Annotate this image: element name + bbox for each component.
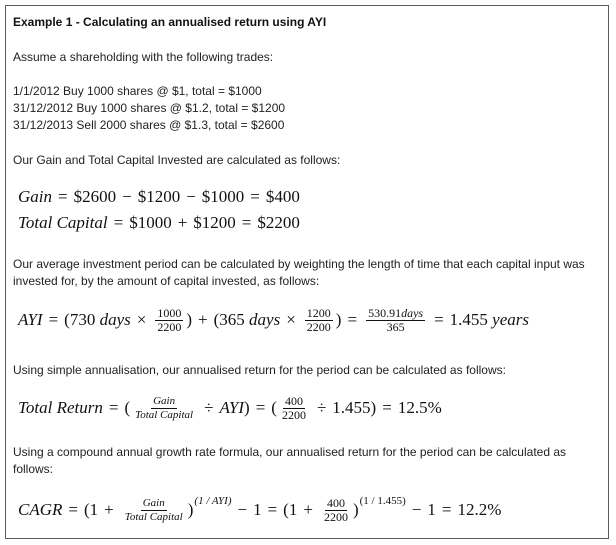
capital-lhs: Total Capital bbox=[18, 213, 108, 232]
ayi-fraction-3-den: 365 bbox=[386, 319, 405, 334]
ayi-equation: AYI = ( 730 days × $\frac{1000}{2200}$ ) + ( 365 days × $\frac{1200}{2200}$ ) = $\frac{\text{530.91days}}{365}$ = 1.455 years bbox=[18, 305, 529, 334]
cagr-fraction-gain: Gain bbox=[142, 496, 165, 509]
simple-return-equation: Total Return = ( $\frac{\text{Gain}}{\text{Total Capital}}$ ÷ AYI ) = ( $\frac{400}{2200}$ ÷ 1.455 ) = 12.5% bbox=[18, 393, 442, 422]
ayi-days-1: 730 bbox=[69, 310, 96, 329]
cagr-equation: CAGR = ( 1 + $\frac{\text{Gain}}{\text{Total Capital}}$ ) $^{(1 / AYI)}$ − 1 = ( 1 + $\frac{400}{2200}$ ) $^{(1 / 1.455)}$ − 1 = 12.2% bbox=[18, 495, 502, 524]
ayi-days-word-2: days bbox=[249, 310, 281, 329]
ayi-fraction-3-num: 530.91 bbox=[368, 305, 402, 320]
simple-ayi-value: 1.455 bbox=[332, 398, 371, 417]
simple-fraction-numeric bbox=[280, 395, 308, 422]
trade-line-1: 1/1/2012 Buy 1000 shares @ $1, total = $1000 bbox=[13, 84, 262, 98]
simple-ayi-symbol: AYI bbox=[219, 398, 245, 417]
cagr-fraction-capital: Total Capital bbox=[124, 510, 183, 523]
cagr-fraction-num: 400 bbox=[326, 495, 345, 510]
capital-term-b: $1200 bbox=[193, 213, 236, 232]
trade-line-3: 31/12/2013 Sell 2000 shares @ $1.3, total = $2600 bbox=[13, 118, 285, 132]
cagr-result: 12.2% bbox=[457, 500, 502, 519]
ayi-fraction-2-den: 2200 bbox=[306, 319, 331, 334]
cagr-fraction-numeric bbox=[322, 497, 350, 524]
ayi-fraction-3-days-word: days bbox=[401, 305, 424, 320]
capital-result: $2200 bbox=[257, 213, 300, 232]
ayi-days-word-1: days bbox=[99, 310, 131, 329]
ayi-fraction-1 bbox=[155, 307, 183, 334]
simple-fraction-capital: Total Capital bbox=[135, 408, 194, 421]
cagr-fraction-symbolic bbox=[123, 497, 185, 524]
gain-equation: Gain = $2600 − $1200 − $1000 = $400 bbox=[18, 187, 300, 206]
ayi-years-word: years bbox=[492, 310, 529, 329]
cagr-one-3: 1 bbox=[288, 500, 298, 519]
cagr-one-4: 1 bbox=[427, 500, 436, 519]
gain-term-b: $1200 bbox=[137, 187, 181, 206]
gain-result: $400 bbox=[265, 187, 300, 206]
simple-fraction-symbolic bbox=[133, 395, 195, 422]
capital-equation: Total Capital = $1000 + $1200 = $2200 bbox=[18, 213, 300, 232]
simple-fraction-gain: Gain bbox=[153, 394, 176, 407]
ayi-lhs: AYI bbox=[18, 310, 43, 329]
ayi-result: 1.455 bbox=[449, 310, 488, 329]
ayi-fraction-2 bbox=[305, 307, 333, 334]
cagr-exponent-symbolic: (1 / AYI) bbox=[194, 495, 232, 507]
ayi-fraction-1-num: 1000 bbox=[157, 305, 182, 320]
intro-text: Assume a shareholding with the following trades: bbox=[13, 50, 274, 64]
cagr-one-2: 1 bbox=[253, 500, 262, 519]
example-title: Example 1 - Calculating an annualised return using AYI bbox=[13, 15, 327, 29]
gain-lhs: Gain bbox=[18, 187, 52, 206]
simple-fraction-num: 400 bbox=[284, 393, 303, 408]
cagr-one-1: 1 bbox=[89, 500, 99, 519]
gain-term-c: $1000 bbox=[201, 187, 245, 206]
simple-fraction-den: 2200 bbox=[281, 407, 306, 422]
ayi-fraction-3 bbox=[366, 307, 425, 334]
trade-line-2: 31/12/2012 Buy 1000 shares @ $1.2, total = $1200 bbox=[13, 101, 286, 115]
simple-intro-text: Using simple annualisation, our annualised return for the period can be calculated as follows: bbox=[13, 363, 506, 377]
simple-lhs: Total Return bbox=[18, 398, 103, 417]
cagr-fraction-den: 2200 bbox=[323, 509, 348, 524]
simple-result: 12.5% bbox=[397, 398, 442, 417]
ayi-intro-text: Our average investment period can be calculated by weighting the length of time that each capital input was invested for, by the amount of capital invested, as follows: bbox=[13, 257, 585, 288]
cagr-intro-text: Using a compound annual growth rate formula, our annualised return for the period can be calculated as follows: bbox=[13, 445, 567, 476]
gain-term-a: $2600 bbox=[73, 187, 117, 206]
ayi-days-2: 365 bbox=[219, 310, 245, 329]
capital-term-a: $1000 bbox=[129, 213, 172, 232]
gain-intro-text: Our Gain and Total Capital Invested are calculated as follows: bbox=[13, 153, 341, 167]
ayi-fraction-1-den: 2200 bbox=[157, 319, 182, 334]
cagr-exponent-numeric: (1 / 1.455) bbox=[359, 495, 406, 507]
ayi-fraction-2-num: 1200 bbox=[306, 305, 331, 320]
cagr-lhs: CAGR bbox=[18, 500, 63, 519]
